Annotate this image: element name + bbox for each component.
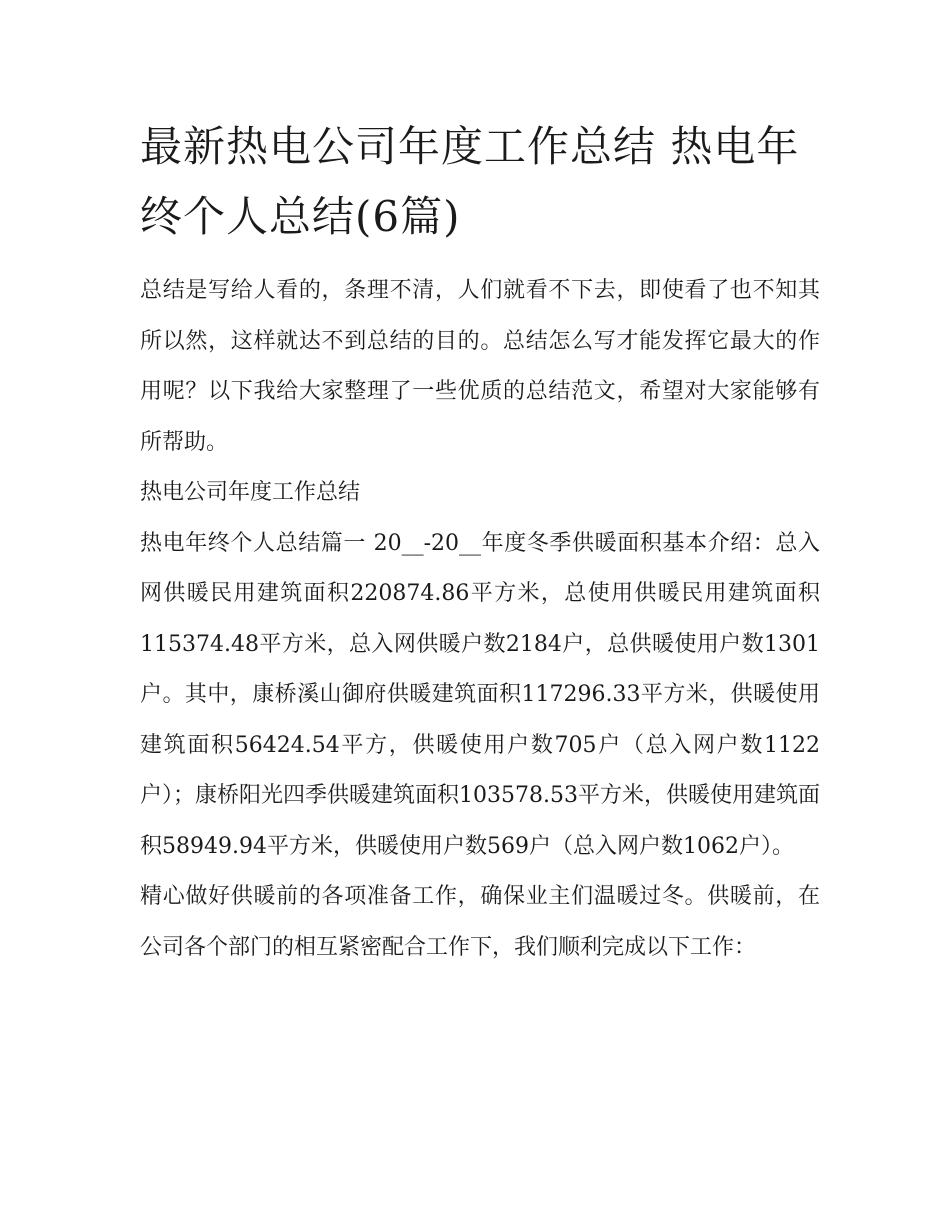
preparation-paragraph: 精心做好供暖前的各项准备工作，确保业主们温暖过冬。供暖前，在公司各个部门的相互紧密配合工作下，我们顺利完成以下工作： (140, 884, 820, 960)
document-title: 最新热电公司年度工作总结 热电年终个人总结(6篇) (140, 122, 800, 241)
section-heading: 热电公司年度工作总结 (140, 480, 361, 505)
document-page (140, 112, 820, 973)
intro-paragraph: 总结是写给人看的，条理不清，人们就看不下去，即使看了也不知其所以然，这样就达不到总结的目的。总结怎么写才能发挥它最大的作用呢？以下我给大家整理了一些优质的总结范文，希望对大家能够有所帮助。 (140, 278, 820, 455)
heating-area-paragraph: 热电年终个人总结篇一 20__-20__年度冬季供暖面积基本介绍：总入网供暖民用建筑面积220874.86平方米，总使用供暖民用建筑面积115374.48平方米，总入网供暖户数2184户，总供暖使用户数1301户。其中，康桥溪山御府供暖建筑面积117296.33平方米，供暖使用建筑面积56424.54平方，供暖使用户数705户（总入网户数1122户）；康桥阳光四季供暖建筑面积103578.53平方米，供暖使用建筑面积58949.94平方米，供暖使用户数569户（总入网户数1062户）。 (140, 530, 820, 859)
